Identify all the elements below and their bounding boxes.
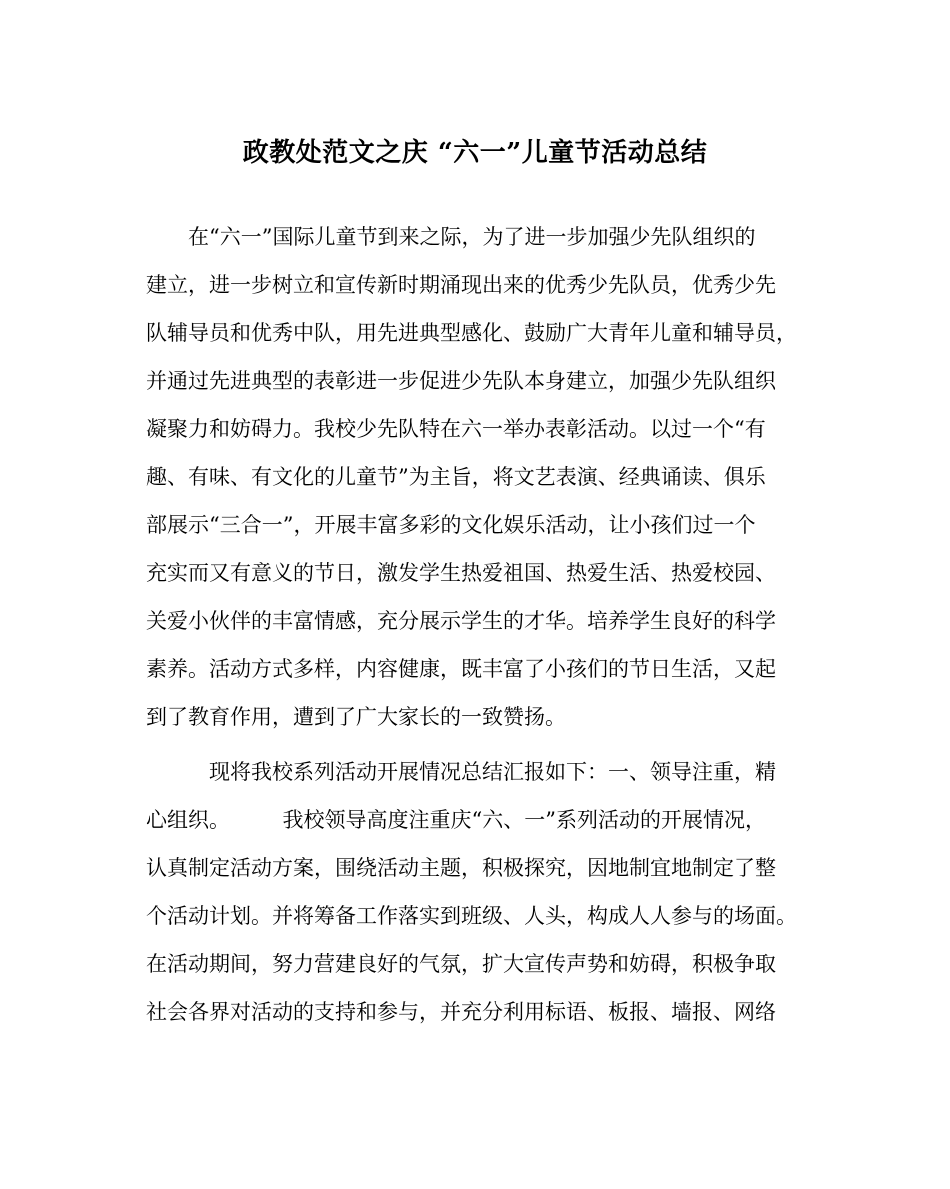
body-text-line: 关爱小伙伴的丰富情感，充分展示学生的才华。培养学生良好的科学 xyxy=(146,609,776,633)
body-text-line: 凝聚力和妨碍力。我校少先队特在六一举办表彰活动。以过一个“有 xyxy=(146,417,766,441)
body-text-line: 社会各界对活动的支持和参与，并充分利用标语、板报、墙报、网络 xyxy=(146,1000,776,1024)
document-title: 政教处范文之庆 “六一”儿童节活动总结 xyxy=(242,138,708,168)
body-text-line: 充实而又有意义的节日，激发学生热爱祖国、热爱生活、热爱校园、 xyxy=(146,561,776,585)
body-text-line: 趣、有味、有文化的儿童节”为主旨，将文艺表演、经典诵读、俱乐 xyxy=(146,465,766,489)
body-text-line: 在“六一”国际儿童节到来之际，为了进一步加强少先队组织的 xyxy=(146,225,756,249)
body-text-line: 并通过先进典型的表彰进一步促进少先队本身建立，加强少先队组织 xyxy=(146,369,776,393)
body-text-line: 认真制定活动方案，围绕活动主题，积极探究，因地制宜地制定了整 xyxy=(146,856,776,880)
body-text-line: 到了教育作用，遭到了广大家长的一致赞扬。 xyxy=(146,705,566,729)
body-text-line: 现将我校系列活动开展情况总结汇报如下：一、领导注重，精 xyxy=(146,760,776,784)
body-text-line: 素养。活动方式多样，内容健康，既丰富了小孩们的节日生活，又起 xyxy=(146,657,776,681)
body-text-line: 心组织。 我校领导高度注重庆“六、一”系列活动的开展情况， xyxy=(146,808,766,832)
body-text-line: 队辅导员和优秀中队，用先进典型感化、鼓励广大青年儿童和辅导员， xyxy=(146,321,797,345)
body-text-line: 在活动期间，努力营建良好的气氛，扩大宣传声势和妨碍，积极争取 xyxy=(146,952,776,976)
body-text-line: 建立，进一步树立和宣传新时期涌现出来的优秀少先队员，优秀少先 xyxy=(146,273,776,297)
body-text-line: 部展示“三合一”，开展丰富多彩的文化娱乐活动，让小孩们过一个 xyxy=(146,513,756,537)
body-text-line: 个活动计划。并将筹备工作落实到班级、人头，构成人人参与的场面。 xyxy=(146,904,797,928)
